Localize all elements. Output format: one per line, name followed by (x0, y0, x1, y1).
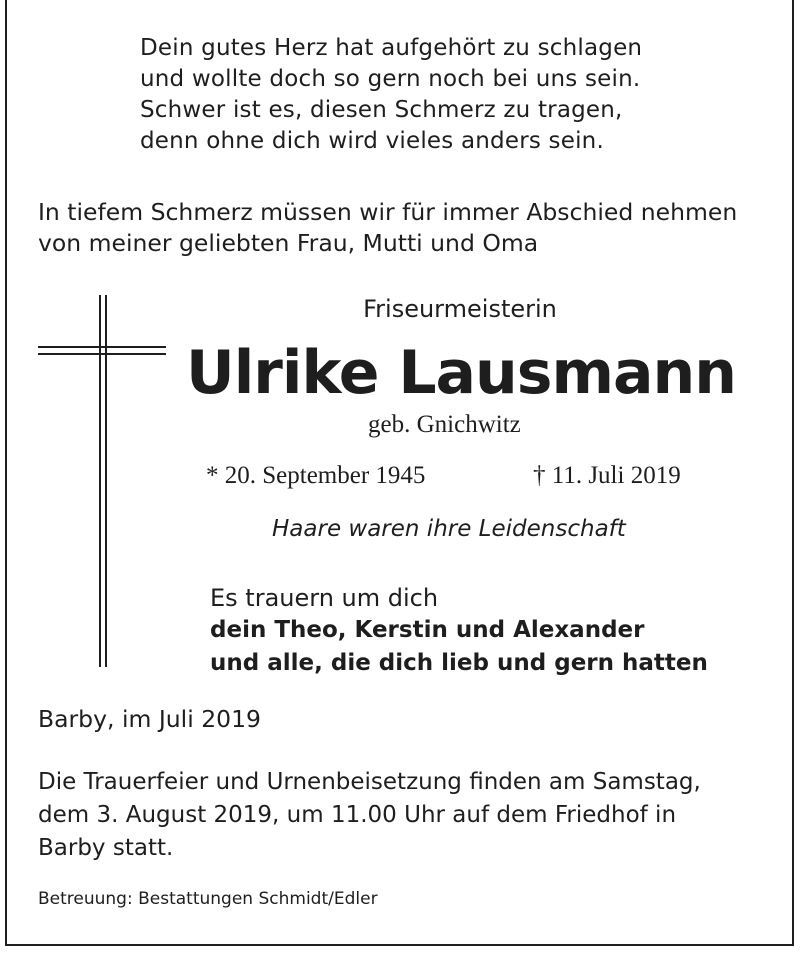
intro-line-2: von meiner geliebten Frau, Mutti und Oma (38, 229, 539, 257)
poem-line-2: und wollte doch so gern noch bei uns sein. (140, 66, 641, 92)
funeral-info-line-2: dem 3. August 2019, um 11.00 Uhr auf dem Friedhof in (38, 802, 677, 828)
mourners-names: dein Theo, Kerstin und Alexander (210, 617, 645, 643)
poem-line-3: Schwer ist es, diesen Schmerz zu tragen, (140, 97, 623, 123)
motto: Haare waren ihre Leidenschaft (272, 516, 626, 542)
mourners-others: und alle, die dich lieb und gern hatten (210, 650, 708, 676)
poem-line-1: Dein gutes Herz hat aufgehört zu schlagen (140, 35, 643, 61)
funeral-info-line-1: Die Trauerfeier und Urnenbeisetzung finden am Samstag, (38, 769, 701, 795)
funeral-info-line-3: Barby statt. (38, 835, 174, 861)
death-date: † 11. Juli 2019 (533, 462, 681, 489)
birth-name: geb. Gnichwitz (368, 411, 521, 438)
poem-line-4: denn ohne dich wird vieles anders sein. (140, 128, 604, 154)
mourners-lead: Es trauern um dich (210, 584, 439, 612)
intro-line-1: In tiefem Schmerz müssen wir für immer Abschied nehmen (38, 198, 738, 226)
deceased-name: Ulrike Lausmann (186, 338, 736, 408)
birth-date: * 20. September 1945 (206, 462, 426, 489)
undertaker-credit: Betreuung: Bestattungen Schmidt/Edler (38, 889, 378, 909)
place-date: Barby, im Juli 2019 (38, 705, 261, 733)
profession: Friseurmeisterin (363, 295, 557, 323)
